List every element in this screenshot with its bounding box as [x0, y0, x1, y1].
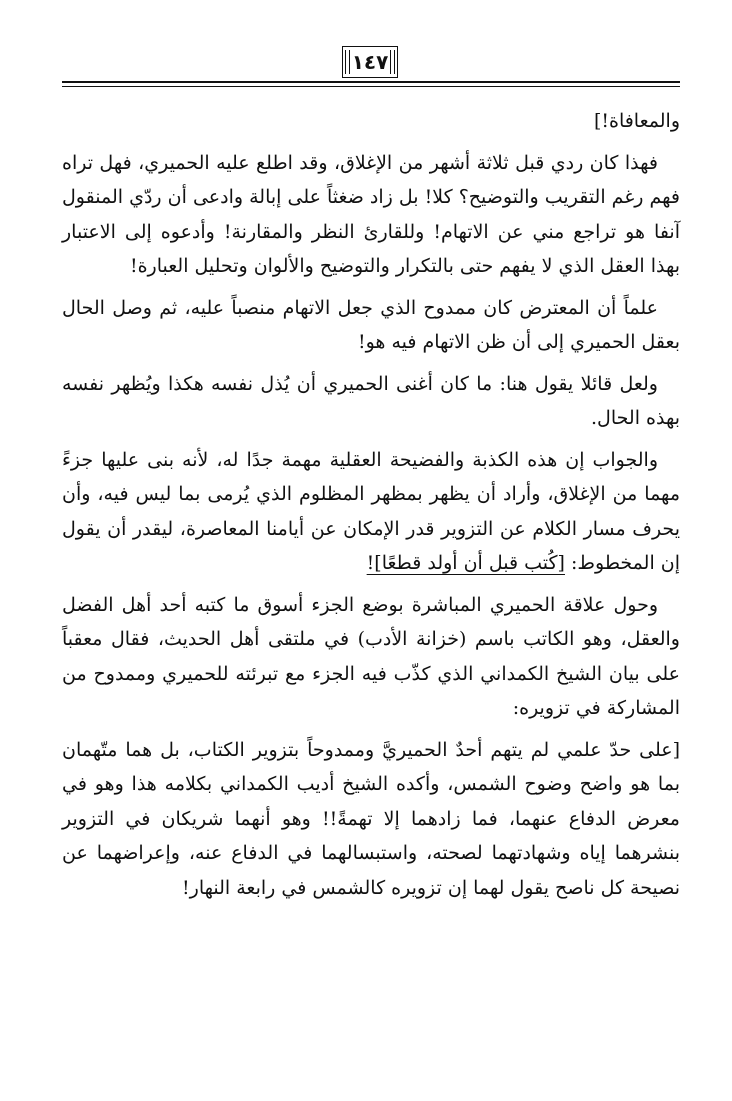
page-header — [62, 44, 680, 90]
paragraph-1: والمعافاة!] — [593, 110, 680, 132]
paragraph-5-text: والجواب إن هذه الكذبة والفضيحة العقلية مهمة جدًا له، لأنه بنى عليها جزءً مهما من الإغلاق، وأراد أن يظهر بمظهر المظلوم الذي يُرمى بما ليس فيه، وأن يحرف مسار الكلام عن التزوير قدر الإمكان عن أيامنا المعاصرة، ليقدر أن يقول إن المخطوط: — [62, 448, 680, 574]
paragraph-7: [على حدّ علمي لم يتهم أحدٌ الحميريَّ وممدوحاً بتزوير الكتاب، بل هما متّهمان بما هو واضح وضوح الشمس، وأكده الشيخ أديب الكمداني بكلامه هذا وهو في معرض الدفاع عنهما، فما زادهما إلا تهمةً!! وهو أنهما شريكان في التزوير بنشرهما إياه وشهادتهما لصحته، واستبسالهما في الدفاع عنه، وإعراضهما عن نصيحة كل ناصح يقول لهما إن تزويره كالشمس في رابعة النهار! — [62, 738, 680, 899]
paragraph-6: وحول علاقة الحميري المباشرة بوضع الجزء أسوق ما كتبه أحد أهل الفضل والعقل، وهو الكاتب باسم (خزانة الأدب) في ملتقى أهل الحديث، فقال معقباً على بيان الشيخ الكمداني الذي كذّب فيه الجزء مع تبرئته للحميري وممدوح من المشاركة في تزويره: — [62, 593, 680, 719]
paragraph-3: علماً أن المعترض كان ممدوح الذي جعل الاتهام منصباً عليه، ثم وصل الحال بعقل الحميري إلى أن ظن الاتهام فيه هو! — [62, 296, 680, 353]
page-number: ١٤٧ — [342, 46, 398, 78]
paragraph-2: فهذا كان ردي قبل ثلاثة أشهر من الإغلاق، وقد اطلع عليه الحميري، فهل تراه فهم رغم التقريب والتوضيح؟ كلا! بل زاد ضغثاً على إبالة وادعى أن ردّي المنقول آنفا هو تراجع مني عن الاتهام! وللقارئ النظر والمقارنة! وأدعوه إلى الاعتبار بهذا العقل الذي لا يفهم حتى بالتكرار والتوضيح والألوان وتحليل العبارة! — [62, 151, 680, 277]
body-text — [62, 104, 680, 912]
paragraph-5 — [62, 443, 680, 581]
underlined-quote: [كُتب قبل أن أولد قطعًا]! — [366, 552, 565, 574]
header-rule-thin — [62, 86, 680, 87]
header-rule-thick — [62, 81, 680, 83]
paragraph-4: ولعل قائلا يقول هنا: ما كان أغنى الحميري أن يُذل نفسه هكذا ويُظهر نفسه بهذه الحال. — [62, 372, 680, 429]
